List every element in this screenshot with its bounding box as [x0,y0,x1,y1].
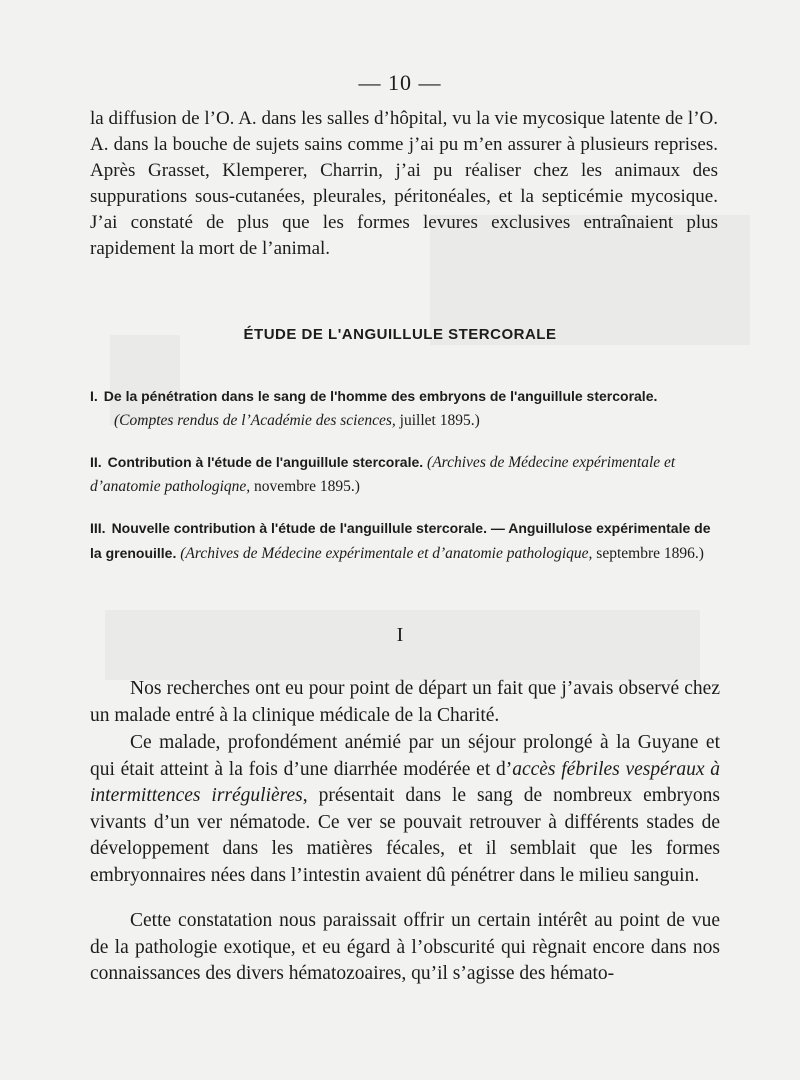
publication-number: III. [90,520,106,536]
publication-number: II. [90,454,102,470]
publication-item-1 [90,384,718,433]
body-paragraph-3: Cette constatation nous paraissait offrir un certain intérêt au point de vue de la pathologie exotique, et eu égard à l’obscurité qui règnait encore dans nos connaissances des divers hématozoaires, qu’il s’agisse des hémato- [90,910,720,984]
publication-source: (Archives de Médecine expérimentale et d’anatomie pathologique, [180,545,593,562]
body-paragraph-2-italic: accès fébriles vespéraux à intermittences irrégulières [90,758,721,806]
chapter-numeral: I [396,624,404,646]
body-paragraph-2-end: , présentait dans le sang de nombreux embryons vivants d’un ver nématode. Ce ver se pouvait retrouver à différents stades de développement dans les matières fécales, et il semblait que les formes embryonnaires nées dans l’intestin avaient dû pénétrer dans le milieu sanguin. [90,785,720,886]
body-paragraph-2 [90,730,720,889]
page-number: — 10 — [358,70,442,95]
body-paragraph-1: Nos recherches ont eu pour point de départ un fait que j’avais observé chez un malade entré à la clinique médicale de la Charité. [90,678,720,726]
publication-title: Contribution à l'étude de l'anguillule stercorale. [107,454,424,470]
body-paragraph-2-start: Ce malade, profondément anémié par un séjour prolongé à la Guyane et qui était atteint à la fois d’une diarrhée modérée et d’ [90,732,720,780]
publication-date: septembre 1896.) [596,545,704,562]
publication-number: I. [90,388,98,404]
intro-paragraph: la diffusion de l’O. A. dans les salles d’hôpital, vu la vie mycosique latente de l’O. A. dans la bouche de sujets sains comme j’ai pu m’en assurer à plusieurs reprises. Après Grasset, Klemperer, Charrin, j’ai pu réaliser chez les animaux des suppurations sous-cutanées, pleurales, péritonéales, et la septicémie mycosique. J’ai constaté de plus que les formes levures exclusives entraînaient plus rapidement la mort de l’animal. [90,108,718,259]
section-heading: ÉTUDE DE L'ANGUILLULE STERCORALE [243,326,557,343]
publication-title: De la pénétration dans le sang de l'homme des embryons de l'anguillule stercorale. [103,388,658,404]
publication-date: juillet 1895.) [399,412,480,429]
publication-date: novembre 1895.) [254,478,360,495]
publication-title: Nouvelle contribution à l'étude de l'anguillule stercorale. — Anguillulose expérimentale de la grenouille. [90,520,711,561]
publication-item-2 [90,450,718,499]
publication-source: (Archives de Médecine expérimentale et d’anatomie pathologiqne, [90,454,676,495]
publication-item-3 [90,516,718,566]
publication-source: (Comptes rendus de l’Académie des sciences, [114,412,396,429]
